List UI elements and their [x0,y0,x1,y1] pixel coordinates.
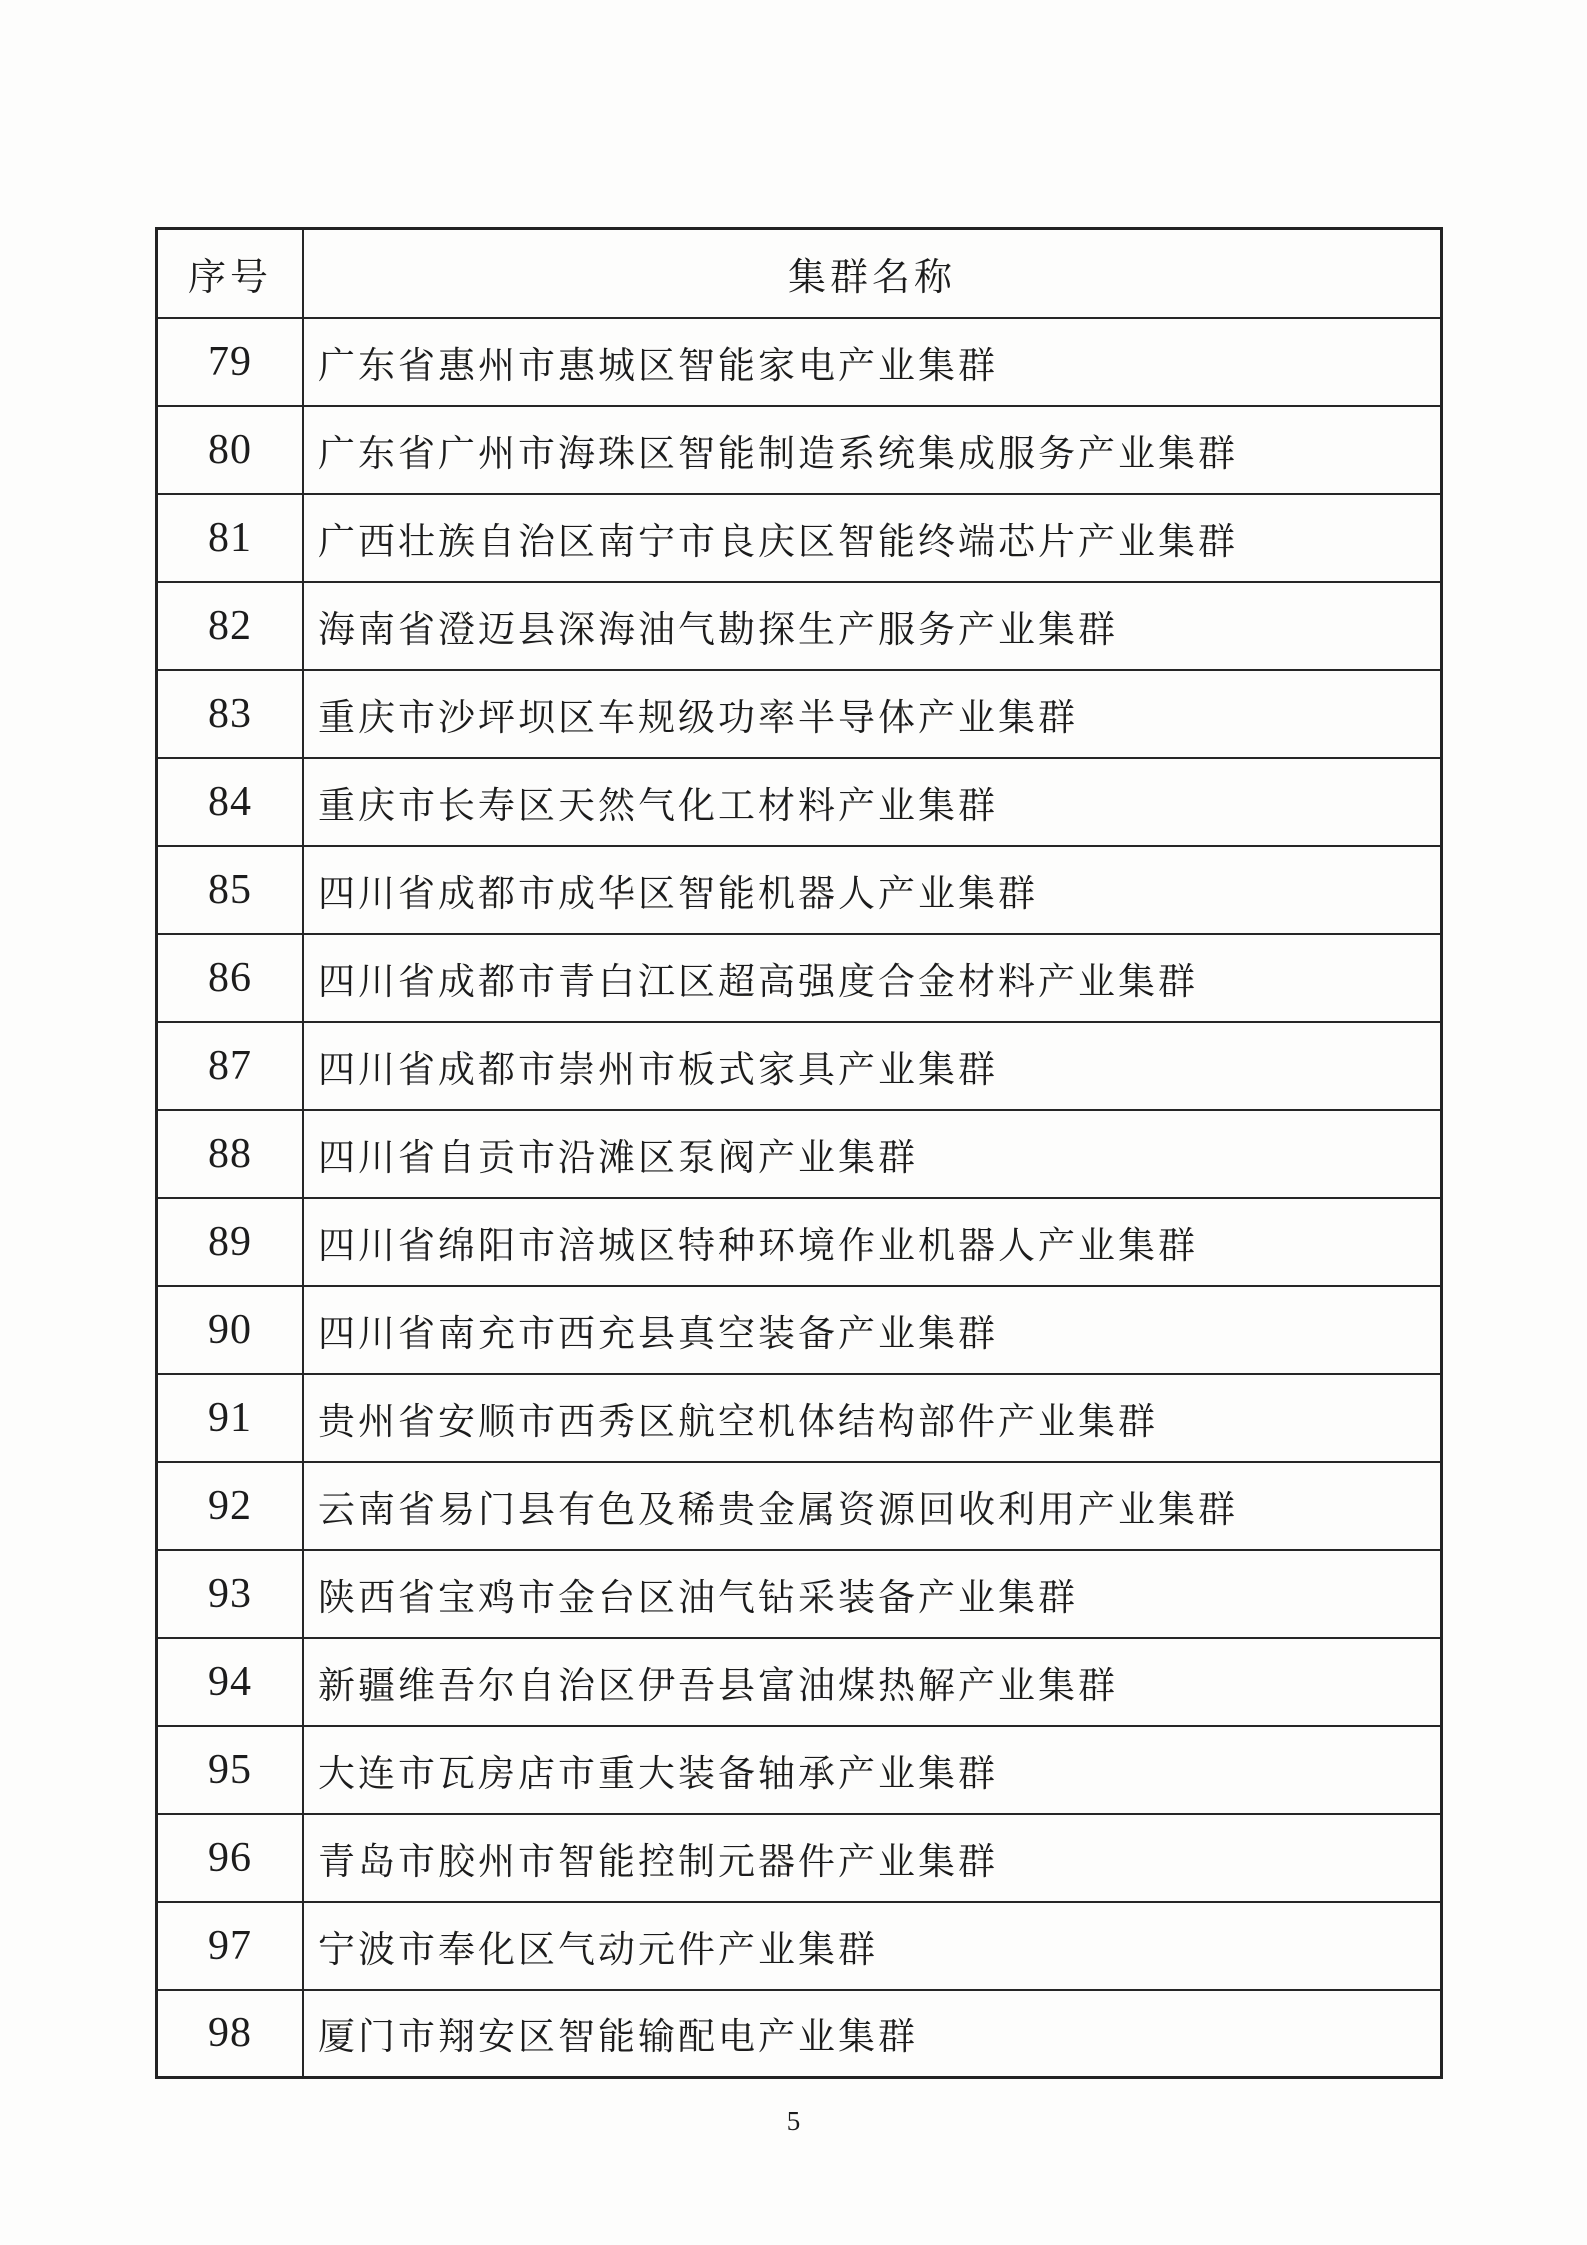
row-number-cell: 81 [157,494,304,582]
row-name-cell: 大连市瓦房店市重大装备轴承产业集群 [303,1726,1442,1814]
table-row [157,1462,1442,1550]
row-number-cell: 80 [157,406,304,494]
col-header-name: 集群名称 [303,229,1442,318]
row-name-cell: 广东省惠州市惠城区智能家电产业集群 [303,318,1442,406]
row-number-cell: 86 [157,934,304,1022]
header-row [157,229,1442,318]
row-number-cell: 94 [157,1638,304,1726]
table-row [157,1990,1442,2078]
table-row [157,1022,1442,1110]
cluster-table [155,227,1443,2079]
row-number-cell: 98 [157,1990,304,2078]
row-name-cell: 四川省成都市成华区智能机器人产业集群 [303,846,1442,934]
row-number-cell: 95 [157,1726,304,1814]
row-number-cell: 84 [157,758,304,846]
row-number-cell: 96 [157,1814,304,1902]
table-row [157,1726,1442,1814]
row-name-cell: 云南省易门县有色及稀贵金属资源回收利用产业集群 [303,1462,1442,1550]
table-row [157,1814,1442,1902]
row-number-cell: 92 [157,1462,304,1550]
table-row [157,1110,1442,1198]
table-row [157,582,1442,670]
table-row [157,1638,1442,1726]
table-row [157,494,1442,582]
table-row [157,1902,1442,1990]
row-name-cell: 贵州省安顺市西秀区航空机体结构部件产业集群 [303,1374,1442,1462]
row-name-cell: 重庆市长寿区天然气化工材料产业集群 [303,758,1442,846]
row-number-cell: 79 [157,318,304,406]
cluster-table-body [157,318,1442,2078]
table-row [157,1198,1442,1286]
table-row [157,846,1442,934]
row-number-cell: 97 [157,1902,304,1990]
row-name-cell: 广东省广州市海珠区智能制造系统集成服务产业集群 [303,406,1442,494]
table-row [157,934,1442,1022]
table-row [157,1286,1442,1374]
row-number-cell: 85 [157,846,304,934]
row-name-cell: 四川省成都市青白江区超高强度合金材料产业集群 [303,934,1442,1022]
table-row [157,1374,1442,1462]
col-header-number: 序号 [157,229,304,318]
cluster-table-header [157,229,1442,318]
row-number-cell: 83 [157,670,304,758]
row-name-cell: 四川省绵阳市涪城区特种环境作业机器人产业集群 [303,1198,1442,1286]
row-name-cell: 新疆维吾尔自治区伊吾县富油煤热解产业集群 [303,1638,1442,1726]
row-name-cell: 海南省澄迈县深海油气勘探生产服务产业集群 [303,582,1442,670]
table-row [157,318,1442,406]
row-number-cell: 82 [157,582,304,670]
page-number: 5 [786,2106,801,2136]
row-name-cell: 陕西省宝鸡市金台区油气钻采装备产业集群 [303,1550,1442,1638]
table-row [157,406,1442,494]
row-name-cell: 厦门市翔安区智能输配电产业集群 [303,1990,1442,2078]
row-number-cell: 91 [157,1374,304,1462]
row-number-cell: 88 [157,1110,304,1198]
row-name-cell: 广西壮族自治区南宁市良庆区智能终端芯片产业集群 [303,494,1442,582]
row-name-cell: 重庆市沙坪坝区车规级功率半导体产业集群 [303,670,1442,758]
row-number-cell: 93 [157,1550,304,1638]
row-number-cell: 89 [157,1198,304,1286]
row-name-cell: 青岛市胶州市智能控制元器件产业集群 [303,1814,1442,1902]
table-row [157,670,1442,758]
row-name-cell: 四川省成都市崇州市板式家具产业集群 [303,1022,1442,1110]
row-number-cell: 90 [157,1286,304,1374]
row-name-cell: 宁波市奉化区气动元件产业集群 [303,1902,1442,1990]
table-row [157,1550,1442,1638]
row-number-cell: 87 [157,1022,304,1110]
row-name-cell: 四川省自贡市沿滩区泵阀产业集群 [303,1110,1442,1198]
table-row [157,758,1442,846]
row-name-cell: 四川省南充市西充县真空装备产业集群 [303,1286,1442,1374]
